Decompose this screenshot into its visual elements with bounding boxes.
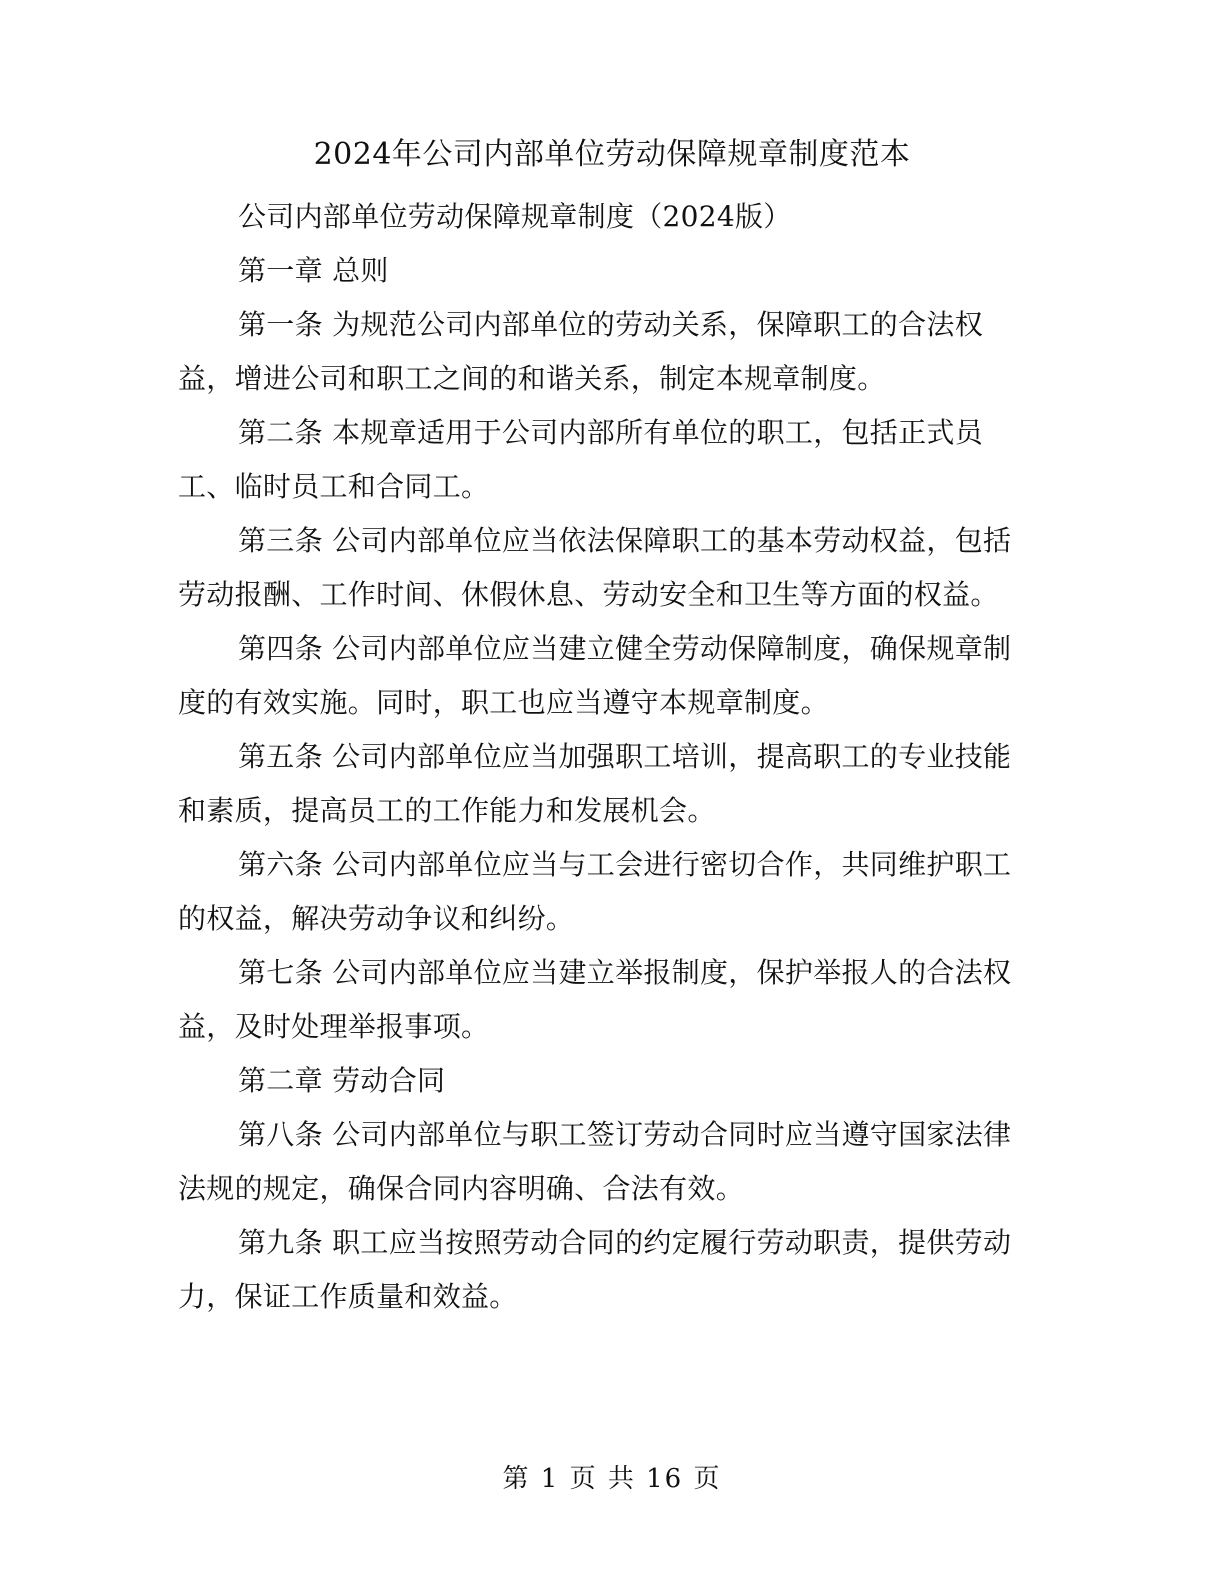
page-footer: 第 1 页 共 16 页 <box>502 1464 722 1494</box>
document-title: 2024年公司内部单位劳动保障规章制度范本 <box>313 137 911 172</box>
article-8: 第八条 公司内部单位与职工签订劳动合同时应当遵守国家法律法规的规定，确保合同内容明确、合法有效。 <box>178 1118 1012 1205</box>
paragraph-subtitle: 公司内部单位劳动保障规章制度（2024版） <box>238 200 792 233</box>
article-1: 第一条 为规范公司内部单位的劳动关系，保障职工的合法权益，增进公司和职工之间的和谐关系，制定本规章制度。 <box>178 308 984 395</box>
chapter-heading-2: 第二章 劳动合同 <box>238 1064 446 1097</box>
article-4: 第四条 公司内部单位应当建立健全劳动保障制度，确保规章制度的有效实施。同时，职工也应当遵守本规章制度。 <box>178 632 1012 719</box>
article-2: 第二条 本规章适用于公司内部所有单位的职工，包括正式员工、临时员工和合同工。 <box>178 416 984 503</box>
document-body <box>178 190 1038 1324</box>
chapter-heading-1: 第一章 总则 <box>238 254 389 287</box>
article-7: 第七条 公司内部单位应当建立举报制度，保护举报人的合法权益，及时处理举报事项。 <box>178 956 1012 1043</box>
article-6: 第六条 公司内部单位应当与工会进行密切合作，共同维护职工的权益，解决劳动争议和纠纷。 <box>178 848 1012 935</box>
article-3: 第三条 公司内部单位应当依法保障职工的基本劳动权益，包括劳动报酬、工作时间、休假休息、劳动安全和卫生等方面的权益。 <box>178 524 1012 611</box>
article-9: 第九条 职工应当按照劳动合同的约定履行劳动职责，提供劳动力，保证工作质量和效益。 <box>178 1226 1012 1313</box>
article-5: 第五条 公司内部单位应当加强职工培训，提高职工的专业技能和素质，提高员工的工作能力和发展机会。 <box>178 740 1012 827</box>
